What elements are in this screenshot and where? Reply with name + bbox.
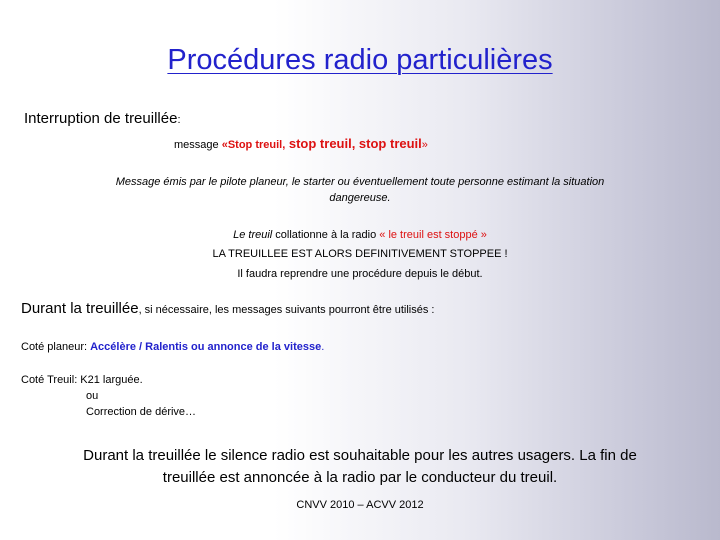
interruption-heading <box>24 110 181 127</box>
stop-message-line <box>174 136 428 151</box>
durant-heading-rest: , si nécessaire, les messages suivants pourront être utilisés : <box>138 304 435 316</box>
durant-heading: Durant la treuillée <box>21 300 139 317</box>
planeur-end: . <box>321 341 325 353</box>
planeur-message: Accélère / Ralentis ou annonce de la vitesse <box>90 341 322 353</box>
silence-line-2: treuillée est annoncée à la radio par le conducteur du treuil. <box>162 469 558 486</box>
silence-line-1: Durant la treuillée le silence radio est souhaitable pour les autres usagers. La fin de <box>83 447 637 464</box>
interruption-heading-colon: : <box>177 114 181 126</box>
page-title[interactable]: Procédures radio particulières <box>167 44 553 76</box>
italic-line-1: Message émis par le pilote planeur, le starter ou éventuellement toute personne estimant la situation <box>115 176 605 188</box>
interruption-heading-text: Interruption de treuillée <box>24 110 178 127</box>
italic-line-2: dangereuse. <box>329 192 391 204</box>
treuil-italic: Le treuil <box>233 229 273 241</box>
treuil-line: Coté Treuil: K21 larguée. <box>21 374 143 386</box>
collationne-text: collationne à la radio <box>272 229 380 241</box>
definitive-line: LA TREUILLEE EST ALORS DEFINITIVEMENT STOPPEE ! <box>212 248 508 260</box>
planeur-label: Coté planeur: <box>21 341 91 353</box>
correction-line: Correction de dérive… <box>86 406 197 418</box>
footer-credit: CNVV 2010 – ACVV 2012 <box>296 499 424 511</box>
message-prefix: message <box>174 139 222 151</box>
stoppe-message: « le treuil est stoppé » <box>379 229 487 241</box>
stop-small: «Stop treuil, <box>221 139 286 151</box>
reprendre-line: Il faudra reprendre une procédure depuis le début. <box>237 268 483 280</box>
stop-end: » <box>421 139 428 151</box>
ou-line: ou <box>86 390 99 402</box>
stop-big: stop treuil, stop treuil <box>285 136 422 151</box>
treuil-collationne-line <box>0 229 720 241</box>
durant-heading-line <box>21 300 434 318</box>
planeur-line <box>21 341 324 353</box>
